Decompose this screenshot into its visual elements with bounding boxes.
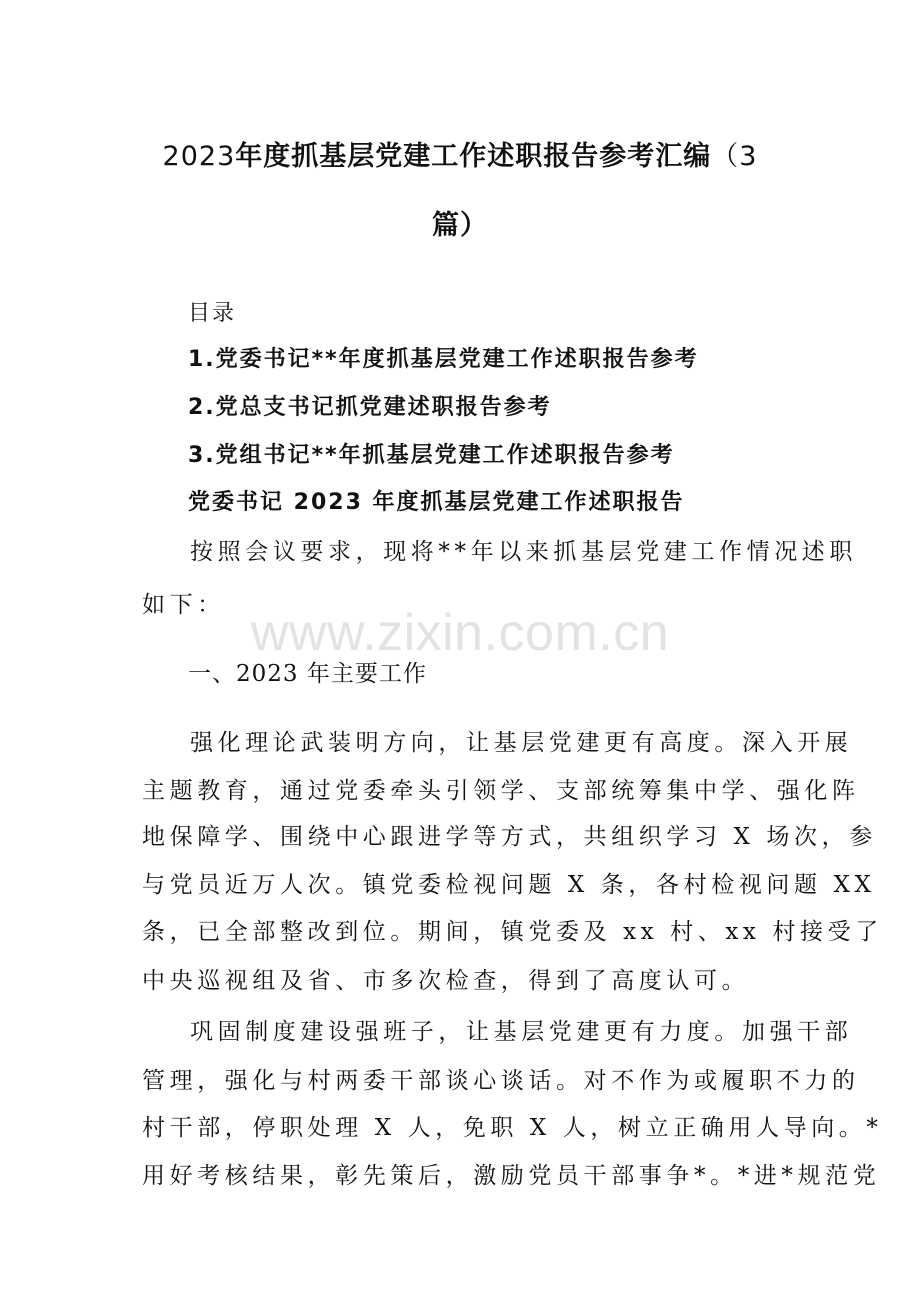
para2-line-4: 用好考核结果，彰先策后，激励党员干部事争*。*进*规范党	[142, 1163, 881, 1189]
para1-line-1: 强化理论武装明方向，让基层党建更有高度。深入开展	[190, 730, 853, 756]
title-main: 年度抓基层党建工作述职报告参考汇编	[235, 141, 712, 172]
title-paren: （3	[711, 141, 758, 172]
para1-line-6: 中央巡视组及省、市多次检查，得到了高度认可。	[142, 968, 750, 994]
para1-line-5: 条，已全部整改到位。期间，镇党委及 xx 村、xx 村接受了	[142, 919, 883, 945]
toc-item-3: 3.党组书记**年抓基层党建工作述职报告参考	[188, 443, 675, 468]
intro-line-2: 如下：	[142, 592, 225, 618]
report-title: 党委书记 2023 年度抓基层党建工作述职报告	[188, 490, 685, 515]
para2-line-2: 管理，强化与村两委干部谈心谈话。对不作为或履职不力的	[142, 1068, 860, 1094]
para2-line-3: 村干部，停职处理 X 人，免职 X 人，树立正确用人导向。*	[142, 1115, 883, 1141]
watermark: www.zixin.com.cn	[250, 604, 670, 662]
para1-line-2: 主题教育，通过党委牵头引领学、支部统筹集中学、强化阵	[142, 778, 860, 804]
para1-line-4: 与党员近万人次。镇党委检视问题 X 条，各村检视问题 XX	[142, 872, 876, 898]
para2-line-1: 巩固制度建设强班子，让基层党建更有力度。加强干部	[190, 1019, 853, 1045]
toc-item-1: 1.党委书记**年度抓基层党建工作述职报告参考	[188, 347, 699, 372]
toc-heading: 目录	[188, 301, 237, 326]
document-title-line2: 篇）	[432, 210, 488, 241]
section-heading: 一、2023 年主要工作	[188, 661, 427, 687]
intro-line-1: 按照会议要求，现将**年以来抓基层党建工作情况述职	[190, 539, 857, 565]
para1-line-3: 地保障学、围绕中心跟进学等方式，共组织学习 X 场次，参	[142, 824, 877, 850]
title-year: 2023	[162, 141, 236, 172]
toc-item-2: 2.党总支书记抓党建述职报告参考	[188, 395, 552, 420]
document-title	[120, 134, 800, 173]
